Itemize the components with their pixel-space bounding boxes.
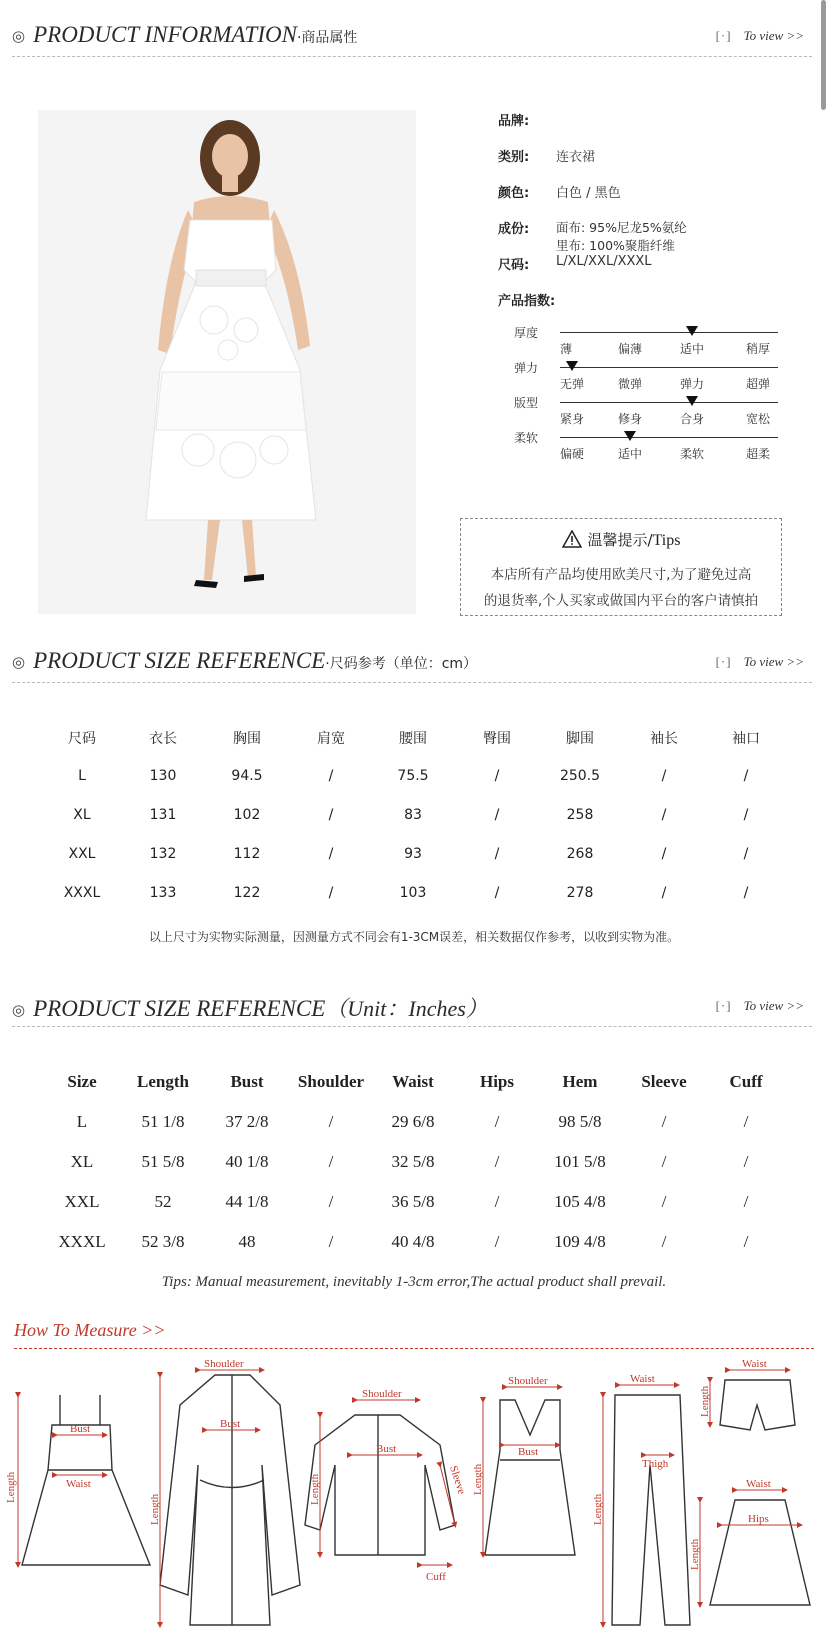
table-cell: 48 [238,1232,256,1251]
table-cell: / [743,807,749,823]
to-view-link[interactable]: [·] To view >> [715,654,804,669]
table-cell: 93 [404,846,422,862]
index-tick-label: 薄 [560,342,573,356]
table-cell: / [328,768,334,784]
table-cell: / [494,1192,500,1211]
label-length: Length [592,1493,604,1525]
section-title-size-cm: ◎ PRODUCT SIZE REFERENCE·尺码参考（单位：cm） [12,648,478,673]
table-header-cell: Waist [392,1072,434,1091]
size-note-en: Tips: Manual measurement, inevitably 1-3cm error,The actual product shall prevail. [161,1274,667,1290]
index-title: 产品指数: [498,294,556,309]
table-cell: L [78,768,86,784]
table-cell: 101 5/8 [554,1152,606,1171]
index-tick-label: 无弹 [560,377,585,391]
table-cell: / [494,885,500,901]
tips-box [460,518,782,616]
table-cell: / [743,885,749,901]
table-cell: / [661,1192,667,1211]
table-cell: / [743,1112,749,1131]
index-tick-label: 偏硬 [560,447,585,461]
label-length: Length [689,1538,701,1570]
table-cell: / [661,807,667,823]
index-tick-label: 稍厚 [746,342,771,356]
table-cell: 40 1/8 [225,1152,269,1171]
table-cell: 109 4/8 [554,1232,606,1251]
index-marker [686,396,698,406]
table-cell: 278 [566,885,594,901]
index-scale-line [560,332,778,333]
table-header-cell: 袖长 [650,731,678,747]
table-cell: / [494,1232,500,1251]
table-cell: / [494,768,500,784]
label-bust: Bust [220,1418,241,1430]
attr-label-brand: 品牌: [498,114,530,129]
tips-title: 温馨提示/Tips [461,529,781,550]
label-waist: Waist [746,1478,771,1490]
table-header-cell: 尺码 [68,731,96,747]
label-length: Length [5,1471,17,1503]
table-cell: 52 3/8 [141,1232,185,1251]
label-waist: Waist [742,1358,767,1370]
table-cell: / [328,1232,334,1251]
table-header-cell: 衣长 [149,731,177,747]
table-header-cell: 袖口 [732,731,760,747]
label-hips: Hips [748,1513,769,1525]
table-header-cell: Sleeve [641,1072,687,1091]
table-cell: / [328,1192,334,1211]
index-tick-label: 紧身 [560,412,585,426]
table-cell: / [328,846,334,862]
table-cell: XL [70,1152,94,1171]
index-tick-label: 修身 [618,412,643,426]
table-header-cell: Bust [230,1072,264,1091]
to-view-link[interactable]: [·] To view >> [715,28,804,43]
table-header-cell: 臀围 [483,731,511,747]
index-tick-label: 柔软 [680,447,705,461]
table-cell: 130 [149,768,177,784]
table-header-cell: Cuff [729,1072,763,1091]
table-cell: 94.5 [231,768,263,784]
label-shoulder: Shoulder [204,1358,244,1370]
target-icon: ◎ [12,29,26,46]
table-cell: XXL [64,1192,100,1211]
table-cell: / [743,1192,749,1211]
label-cuff: Cuff [426,1571,446,1583]
table-cell: / [328,885,334,901]
table-cell: / [661,1112,667,1131]
to-view-link[interactable]: [·] To view >> [715,998,804,1013]
table-cell: / [328,807,334,823]
divider [14,1348,814,1349]
expand-icon: [·] [715,28,732,43]
table-header-cell: Hem [562,1072,598,1091]
warning-icon [562,530,582,548]
table-cell: XXXL [63,885,101,901]
attr-value-composition-lining: 里布: 100%聚脂纤维 [556,238,675,253]
target-icon: ◎ [12,1003,26,1020]
section-title-size-inches: ◎ PRODUCT SIZE REFERENCE（Unit：Inches） [12,996,488,1021]
index-scale-line [560,402,778,403]
table-cell: 40 4/8 [391,1232,435,1251]
attr-label-color: 颜色: [498,186,530,201]
scrollbar[interactable] [821,0,826,110]
index-tick-label: 弹力 [680,377,705,391]
table-cell: 36 5/8 [391,1192,435,1211]
label-shoulder: Shoulder [362,1388,402,1400]
table-cell: / [661,885,667,901]
table-cell: 133 [149,885,177,901]
table-cell: XXXL [58,1232,106,1251]
expand-icon: [·] [715,998,732,1013]
table-cell: 51 5/8 [141,1152,185,1171]
label-bust: Bust [376,1443,397,1455]
table-cell: 52 [154,1192,172,1211]
table-cell: 44 1/8 [225,1192,269,1211]
target-icon: ◎ [12,655,26,672]
how-to-measure-title: How To Measure >> [14,1320,166,1340]
table-cell: 268 [566,846,594,862]
table-cell: / [743,1152,749,1171]
label-bust: Bust [518,1446,539,1458]
table-cell: 131 [149,807,177,823]
table-header-cell: 腰围 [399,731,427,747]
divider [12,56,812,57]
product-photo [38,110,416,614]
label-length: Length [699,1385,711,1417]
table-cell: 98 5/8 [558,1112,602,1131]
table-cell: / [494,846,500,862]
index-marker [686,326,698,336]
index-tick-label: 适中 [618,447,643,461]
table-cell: 37 2/8 [225,1112,269,1131]
table-cell: / [743,1232,749,1251]
label-waist: Waist [66,1478,91,1490]
label-bust: Bust [70,1423,91,1435]
table-cell: 112 [233,846,261,862]
expand-icon: [·] [715,654,732,669]
label-shoulder: Shoulder [508,1375,548,1387]
table-cell: 103 [399,885,427,901]
measure-diagrams [0,1355,828,1645]
index-label: 版型 [514,396,539,410]
table-header-cell: Shoulder [297,1072,365,1091]
table-cell: L [76,1112,88,1131]
attr-label-composition: 成份: [498,222,530,237]
index-tick-label: 超柔 [746,447,771,461]
label-length: Length [309,1473,321,1505]
size-note-cn: 以上尺寸为实物实际测量，因测量方式不同会有1-3CM误差，相关数据仅作参考，以收到实物为准。 [148,930,680,944]
table-cell: / [494,807,500,823]
table-cell: / [743,768,749,784]
label-sleeve: Sleeve [447,1464,468,1496]
index-tick-label: 宽松 [746,412,771,426]
table-cell: / [661,846,667,862]
table-cell: 122 [233,885,261,901]
index-tick-label: 超弹 [746,377,771,391]
table-header-cell: 胸围 [233,731,261,747]
table-header-cell: Size [67,1072,97,1091]
table-header-cell: 脚围 [566,731,594,747]
index-marker [566,361,578,371]
index-tick-label: 偏薄 [618,342,643,356]
attr-label-size: 尺码: [498,258,530,273]
index-tick-label: 合身 [680,412,705,426]
table-cell: 29 6/8 [391,1112,435,1131]
attr-value-category: 连衣裙 [556,150,596,165]
table-cell: / [494,1112,500,1131]
table-header-cell: Length [137,1072,189,1091]
table-cell: 51 1/8 [141,1112,185,1131]
divider [12,682,812,683]
table-cell: 75.5 [397,768,429,784]
tips-line-2: 的退货率,个人买家或做国内平台的客户请慎拍 [483,593,759,609]
tips-line-1: 本店所有产品均使用欧美尺寸,为了避免过高 [490,567,752,583]
attr-value-color: 白色 / 黑色 [556,186,621,201]
table-cell: 102 [233,807,261,823]
table-cell: XL [73,807,91,823]
label-thigh: Thigh [642,1458,669,1470]
table-cell: 83 [404,807,422,823]
table-cell: / [661,768,667,784]
index-tick-label: 微弹 [618,377,643,391]
table-cell: / [328,1152,334,1171]
table-cell: 250.5 [559,768,601,784]
table-cell: 258 [566,807,594,823]
index-label: 柔软 [514,431,539,445]
index-marker [624,431,636,441]
table-cell: / [328,1112,334,1131]
index-scale-line [560,437,778,438]
index-scale-line [560,367,778,368]
attr-label-category: 类别: [498,150,530,165]
divider [12,1026,812,1027]
index-tick-label: 适中 [680,342,705,356]
label-length: Length [472,1463,484,1495]
table-header-cell: 肩宽 [317,731,345,747]
table-cell: 105 4/8 [554,1192,606,1211]
table-cell: / [661,1232,667,1251]
table-cell: 32 5/8 [391,1152,435,1171]
table-cell: 132 [149,846,177,862]
label-waist: Waist [630,1373,655,1385]
table-cell: / [661,1152,667,1171]
index-label: 厚度 [514,326,539,340]
attr-value-size: L/XL/XXL/XXXL [556,254,652,269]
table-cell: / [743,846,749,862]
table-cell: / [494,1152,500,1171]
attr-value-composition-shell: 面布: 95%尼龙5%氨纶 [556,220,687,235]
label-length: Length [149,1493,161,1525]
table-header-cell: Hips [479,1072,515,1091]
index-label: 弹力 [514,361,539,375]
table-cell: XXL [68,846,96,862]
section-title-product-information: ◎ PRODUCT INFORMATION·商品属性 [12,22,358,47]
